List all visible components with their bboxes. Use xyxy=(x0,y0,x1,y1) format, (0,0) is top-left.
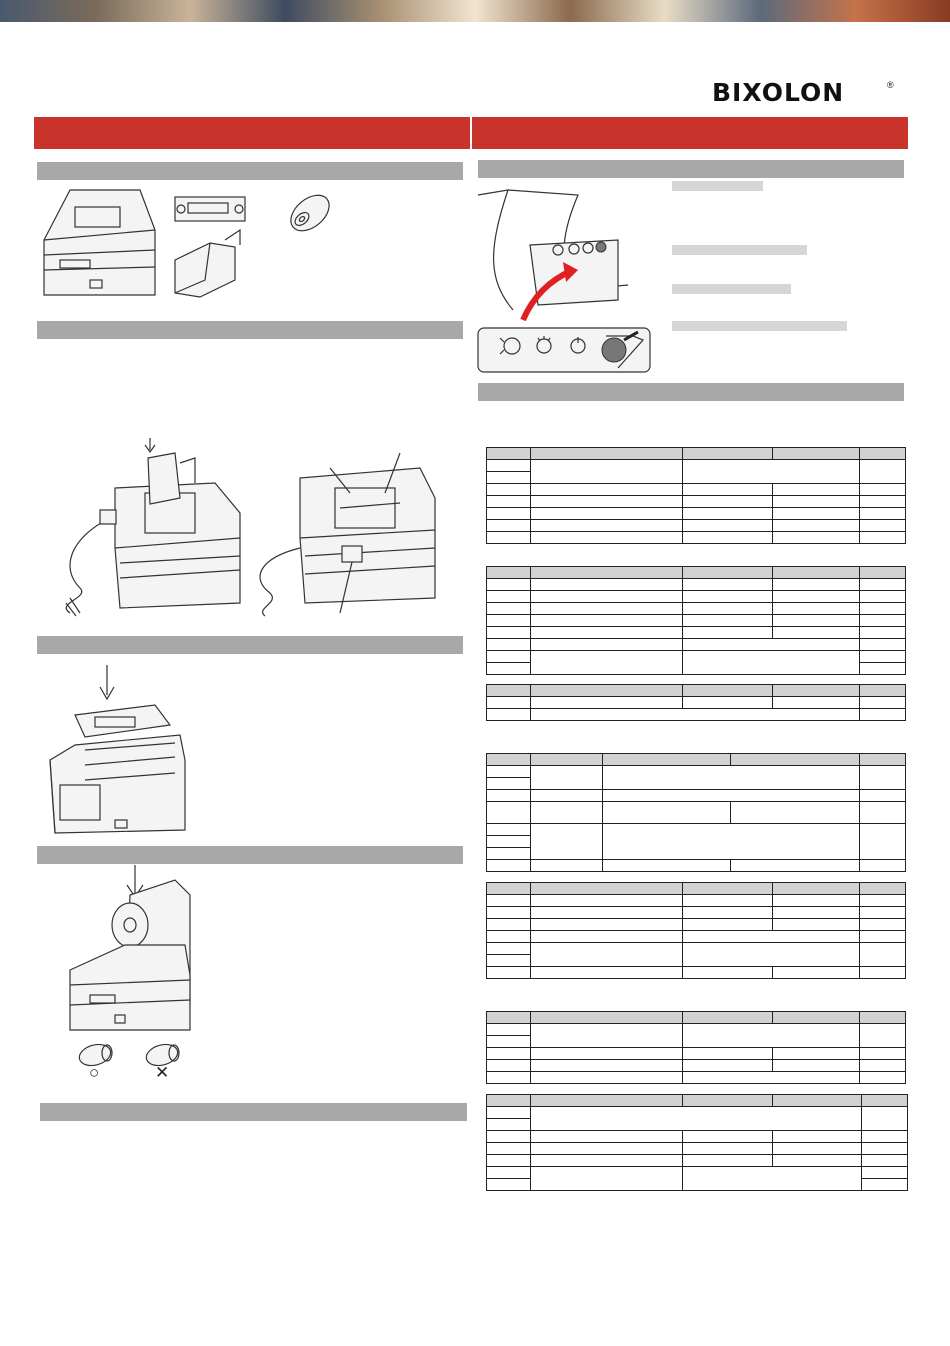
unpacking-items-figure xyxy=(40,185,340,305)
panel-label-feed xyxy=(672,321,847,331)
decorative-banner xyxy=(0,0,950,22)
section-header-dip-switch xyxy=(478,383,904,401)
section-header-connecting xyxy=(37,321,463,339)
dip-switch-table-7 xyxy=(486,1094,908,1191)
panel-label-power xyxy=(672,181,763,191)
dip-switch-table-4 xyxy=(486,753,906,872)
title-bar-right xyxy=(472,117,908,149)
dip-switch-table-1 xyxy=(486,447,906,544)
dip-switch-table-5 xyxy=(486,882,906,979)
section-header-control-panel xyxy=(478,160,904,178)
bixolon-logo: BIXOLON xyxy=(712,78,845,107)
section-header-unpacking xyxy=(37,162,463,180)
control-panel-figure xyxy=(478,190,658,375)
panel-label-error xyxy=(672,245,807,255)
paper-correct-mark: ○ xyxy=(89,1063,100,1082)
section-header-ribbon xyxy=(37,636,463,654)
section-header-notes xyxy=(40,1103,467,1121)
dip-switch-table-6 xyxy=(486,1011,906,1084)
connecting-cables-figure xyxy=(50,438,450,618)
paper-roll-figure xyxy=(65,865,205,1085)
paper-wrong-mark: ✕ xyxy=(155,1063,170,1082)
panel-label-paper xyxy=(672,284,791,294)
title-bar-left xyxy=(34,117,470,149)
ribbon-install-figure xyxy=(45,665,205,835)
dip-switch-table-3 xyxy=(486,684,906,721)
registered-mark: ® xyxy=(887,80,894,90)
dip-switch-table-2 xyxy=(486,566,906,675)
section-header-paper xyxy=(37,846,463,864)
